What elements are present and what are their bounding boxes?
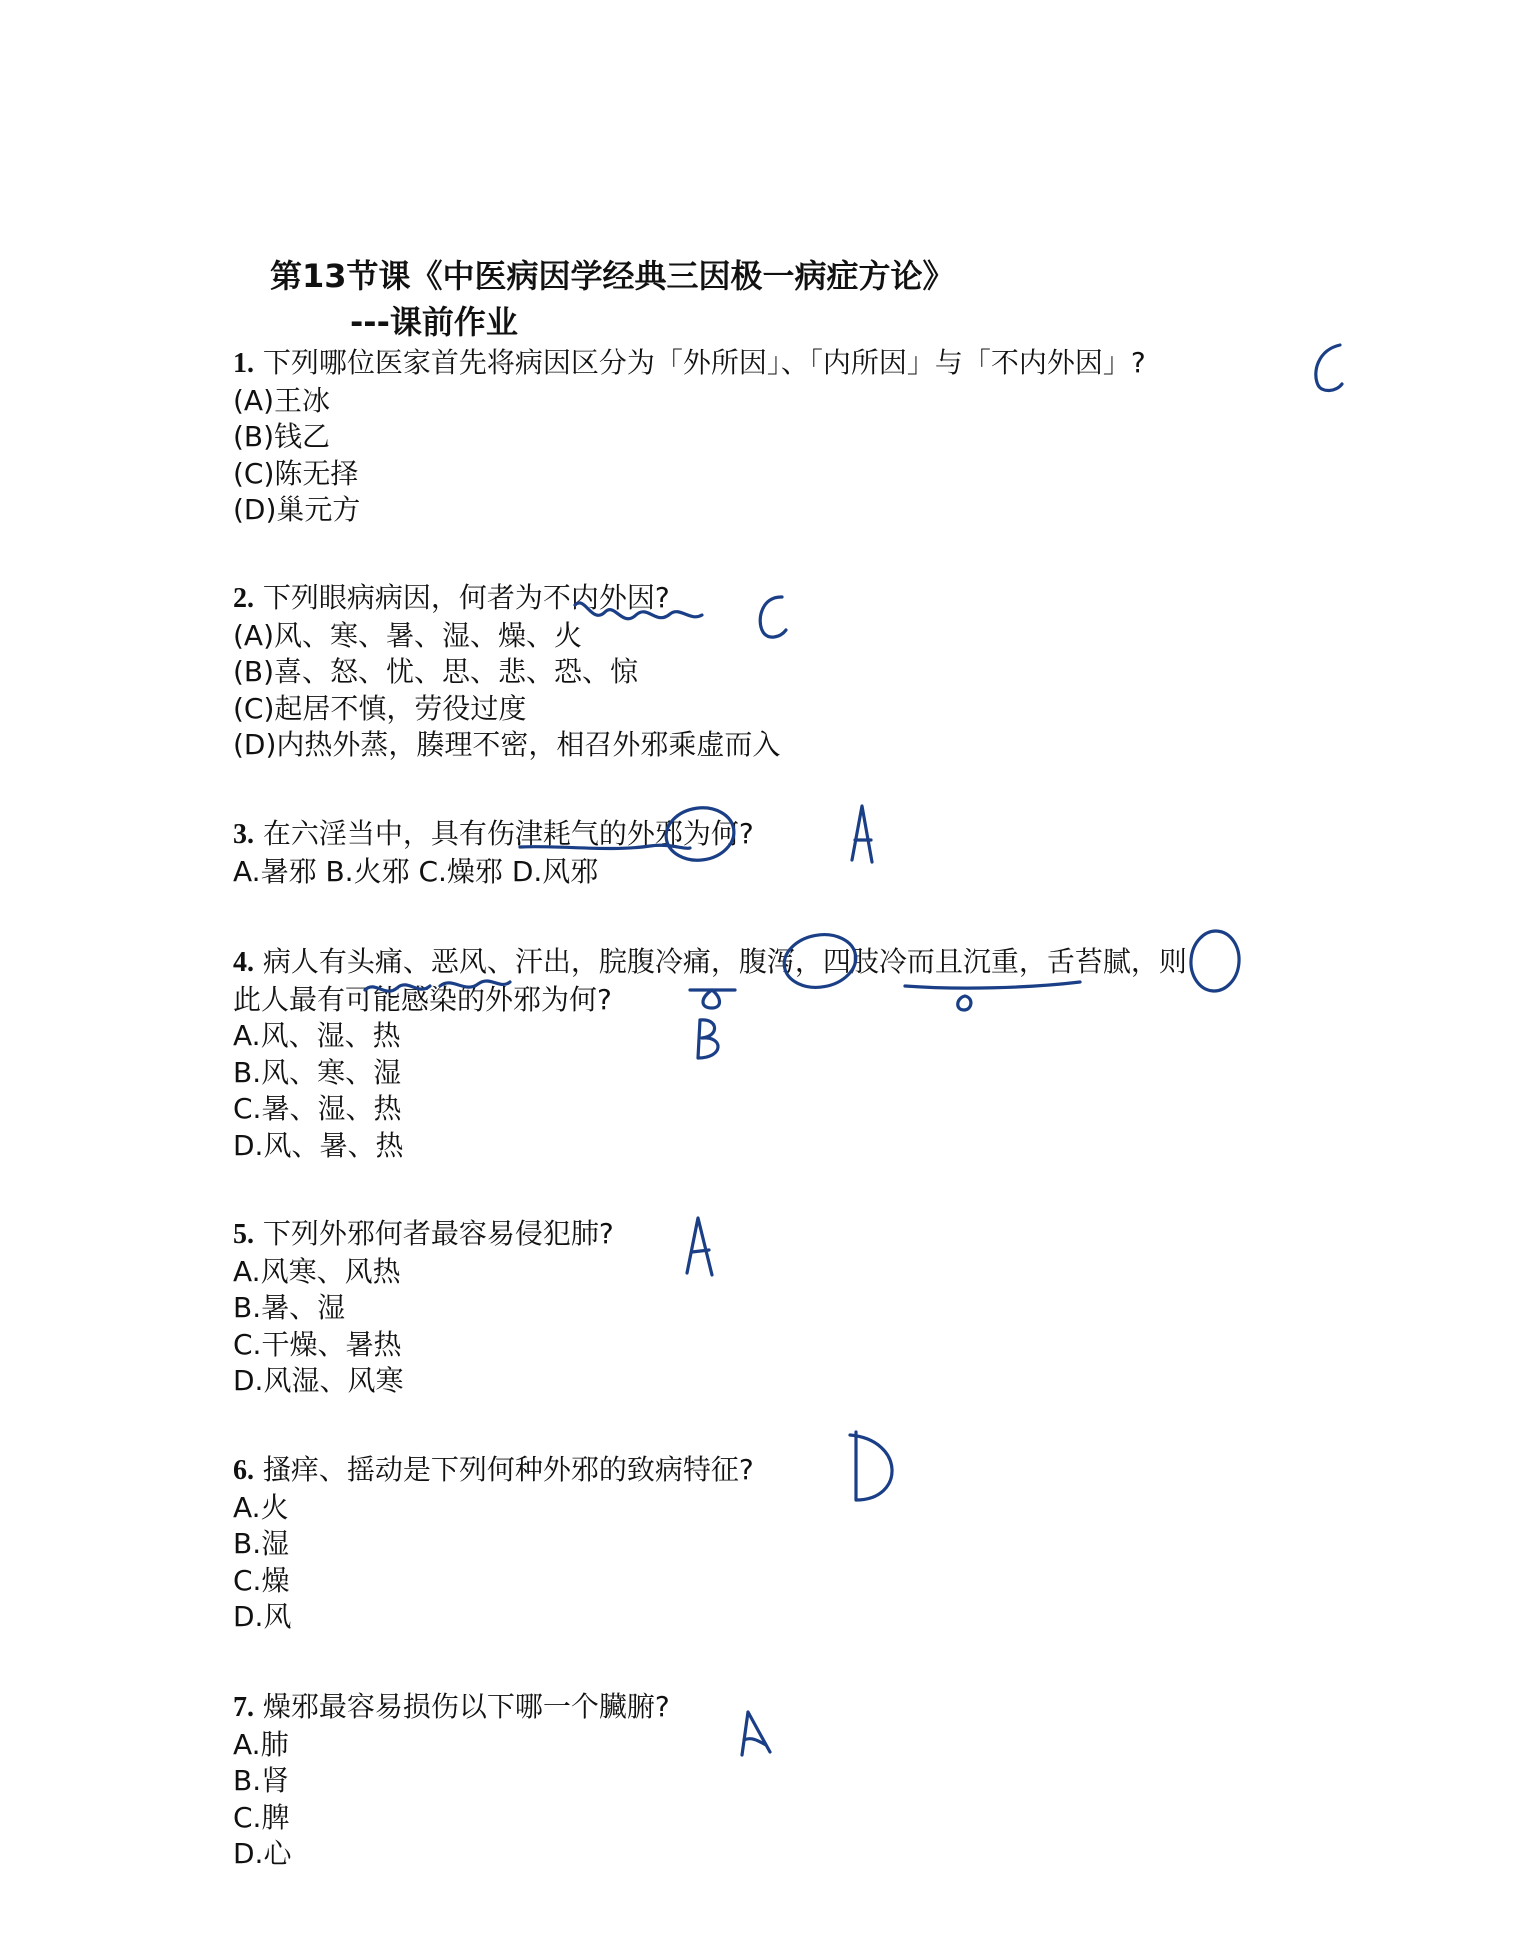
question-number: 3.	[233, 819, 254, 850]
question-number: 1.	[233, 348, 254, 379]
option-c: (C)起居不慎，劳役过度	[233, 691, 527, 725]
question-text: 下列哪位医家首先将病因区分为「外所因」、「内所因」与「不内外因」?	[254, 346, 1146, 379]
handwritten-circle-q4-greasy	[1188, 929, 1241, 993]
question-text: 病人有头痛、恶风、汗出，脘腹冷痛，腹泻，四肢冷而且沉重，舌苔腻，则	[254, 945, 1187, 978]
question-text: 下列外邪何者最容易侵犯肺?	[254, 1217, 614, 1250]
question-6	[233, 1452, 754, 1636]
question-text: 下列眼病病因，何者为不内外因?	[254, 581, 670, 614]
option-b: (B)喜、怒、忧、思、悲、恐、惊	[233, 655, 639, 688]
option-b: B.风、寒、湿	[233, 1055, 402, 1089]
option-a: A.肺	[233, 1727, 289, 1761]
option-d: D.心	[233, 1837, 292, 1870]
question-1	[233, 345, 1146, 529]
option-c: (C)陈无择	[233, 456, 359, 490]
option-d: (D)内热外蒸，腠理不密，相召外邪乘虚而入	[233, 728, 781, 761]
handwritten-answer-q6-d	[850, 1432, 892, 1500]
handwritten-answer-q5-a	[687, 1218, 712, 1275]
option-c: C.暑、湿、热	[233, 1092, 402, 1125]
option-d: D.风	[233, 1600, 292, 1633]
option-c: C.干燥、暑热	[233, 1327, 402, 1361]
question-5	[233, 1216, 614, 1400]
question-number: 7.	[233, 1692, 254, 1723]
question-3	[233, 816, 754, 890]
page-subtitle: ---课前作业	[350, 303, 518, 341]
option-c: C.脾	[233, 1800, 290, 1834]
option-d: D.风、暑、热	[233, 1128, 404, 1162]
options-line: A.暑邪 B.火邪 C.燥邪 D.风邪	[233, 854, 599, 888]
question-7	[233, 1689, 670, 1873]
handwritten-answer-q1-c	[1316, 345, 1342, 391]
question-number: 2.	[233, 583, 254, 614]
question-text: 搔痒、摇动是下列何种外邪的致病特征?	[254, 1453, 754, 1486]
handwritten-answer-q7-a	[742, 1712, 770, 1755]
option-a: (A)风、寒、暑、湿、燥、火	[233, 618, 583, 652]
option-d: (D)巢元方	[233, 493, 361, 526]
question-number: 6.	[233, 1455, 254, 1486]
option-b: (B)钱乙	[233, 420, 331, 453]
question-number: 4.	[233, 947, 254, 978]
option-c: C.燥	[233, 1563, 290, 1597]
question-number: 5.	[233, 1219, 254, 1250]
option-b: B.湿	[233, 1527, 290, 1560]
option-b: B.肾	[233, 1764, 290, 1797]
option-b: B.暑、湿	[233, 1291, 346, 1324]
question-text: 在六淫当中，具有伤津耗气的外邪为何?	[254, 817, 754, 850]
option-a: A.火	[233, 1490, 289, 1524]
page-title: 第13节课《中医病因学经典三因极一病症方论》	[270, 257, 955, 295]
handwritten-answer-q3-a	[852, 806, 872, 862]
question-text: 燥邪最容易损伤以下哪一个臟腑?	[254, 1690, 670, 1723]
question-text-line2: 此人最有可能感染的外邪为何?	[233, 982, 612, 1016]
option-a: (A)王冰	[233, 383, 331, 417]
option-d: D.风湿、风寒	[233, 1364, 404, 1397]
question-2	[233, 580, 780, 764]
option-a: A.风寒、风热	[233, 1254, 401, 1288]
option-a: A.风、湿、热	[233, 1019, 401, 1052]
question-4	[233, 944, 1187, 1164]
